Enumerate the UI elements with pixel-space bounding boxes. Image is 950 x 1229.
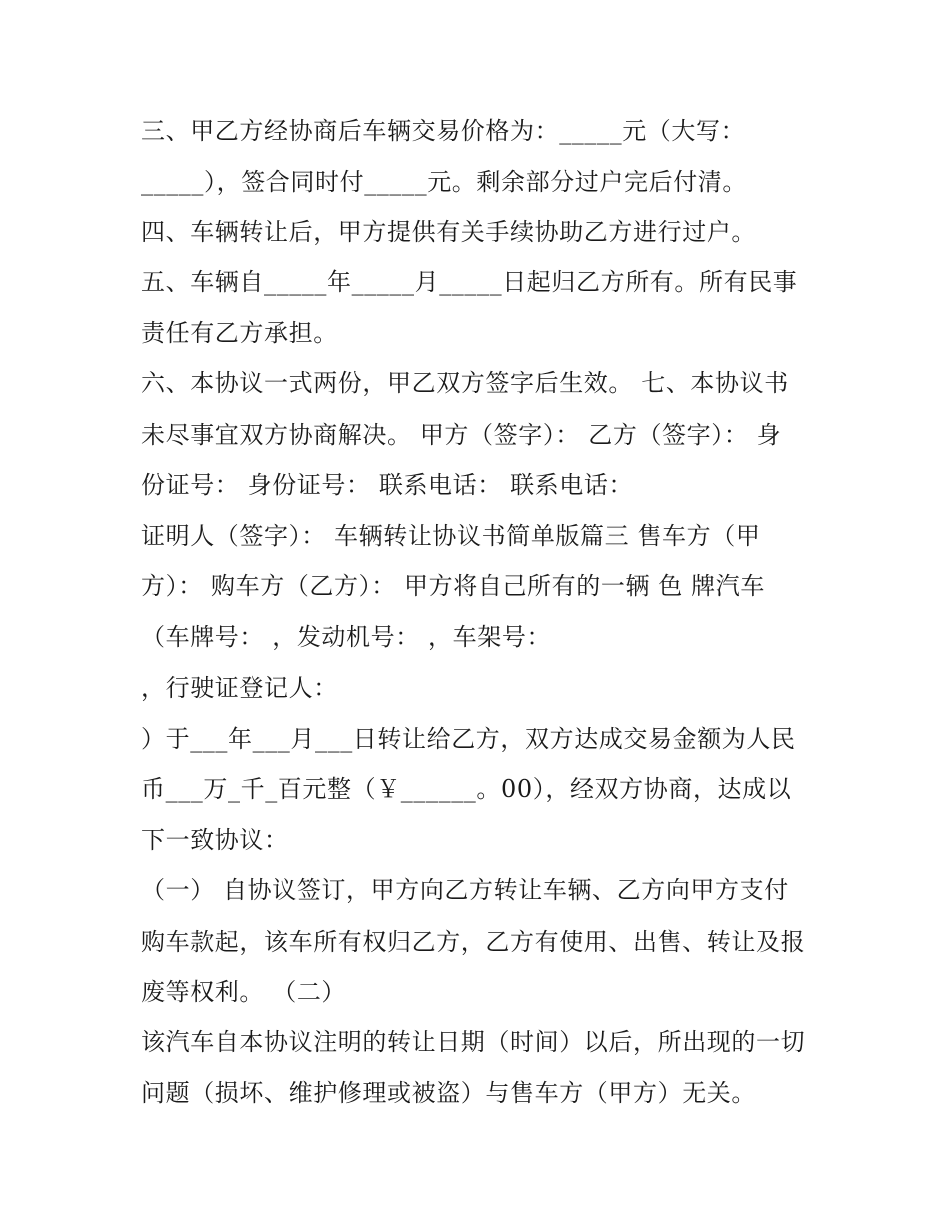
text-line: （车牌号： ，发动机号： ，车架号： xyxy=(141,623,552,651)
text-line: ，行驶证登记人： xyxy=(141,674,338,702)
text-line: _____），签合同时付_____元。剩余部分过户完后付清。 xyxy=(141,168,747,196)
text-line: 四、车辆转让后，甲方提供有关手续协助乙方进行过户。 xyxy=(141,218,756,246)
text-line: 五、车辆自_____年_____月_____日起归乙方所有。所有民事 xyxy=(141,268,798,296)
text-line: 问题（损坏、维护修理或被盗）与售车方（甲方）无关。 xyxy=(141,1079,756,1107)
text-line: 该汽车自本协议注明的转让日期（时间）以后，所出现的一切 xyxy=(141,1028,806,1056)
text-line: 份证号： 身份证号： 联系电话： 联系电话： xyxy=(141,471,634,499)
text-line: 责任有乙方承担。 xyxy=(141,319,338,347)
text-line: 三、甲乙方经协商后车辆交易价格为：_____元（大写： xyxy=(141,117,746,145)
text-line: 币___万_千_百元整（￥______。00），经双方协商，达成以 xyxy=(141,775,792,803)
text-line: 购车款起，该车所有权归乙方，乙方有使用、出售、转让及报 xyxy=(141,928,806,956)
text-line: 废等权利。 （二） xyxy=(141,978,347,1006)
text-line: 证明人（签字）： 车辆转让协议书简单版篇三 售车方（甲 xyxy=(141,522,761,550)
text-line: 未尽事宜双方协商解决。 甲方（签字）： 乙方（签字）： 身 xyxy=(141,421,782,449)
text-line: （一） 自协议签订，甲方向乙方转让车辆、乙方向甲方支付 xyxy=(141,876,789,904)
text-line: 下一致协议： xyxy=(141,826,289,854)
text-line: ）于___年___月___日转让给乙方，双方达成交易金额为人民 xyxy=(141,725,796,753)
text-line: 方）： 购车方（乙方）： 甲方将自己所有的一辆 色 牌汽车 xyxy=(141,572,765,600)
text-line: 六、本协议一式两份，甲乙双方签字后生效。 七、本协议书 xyxy=(141,369,789,397)
